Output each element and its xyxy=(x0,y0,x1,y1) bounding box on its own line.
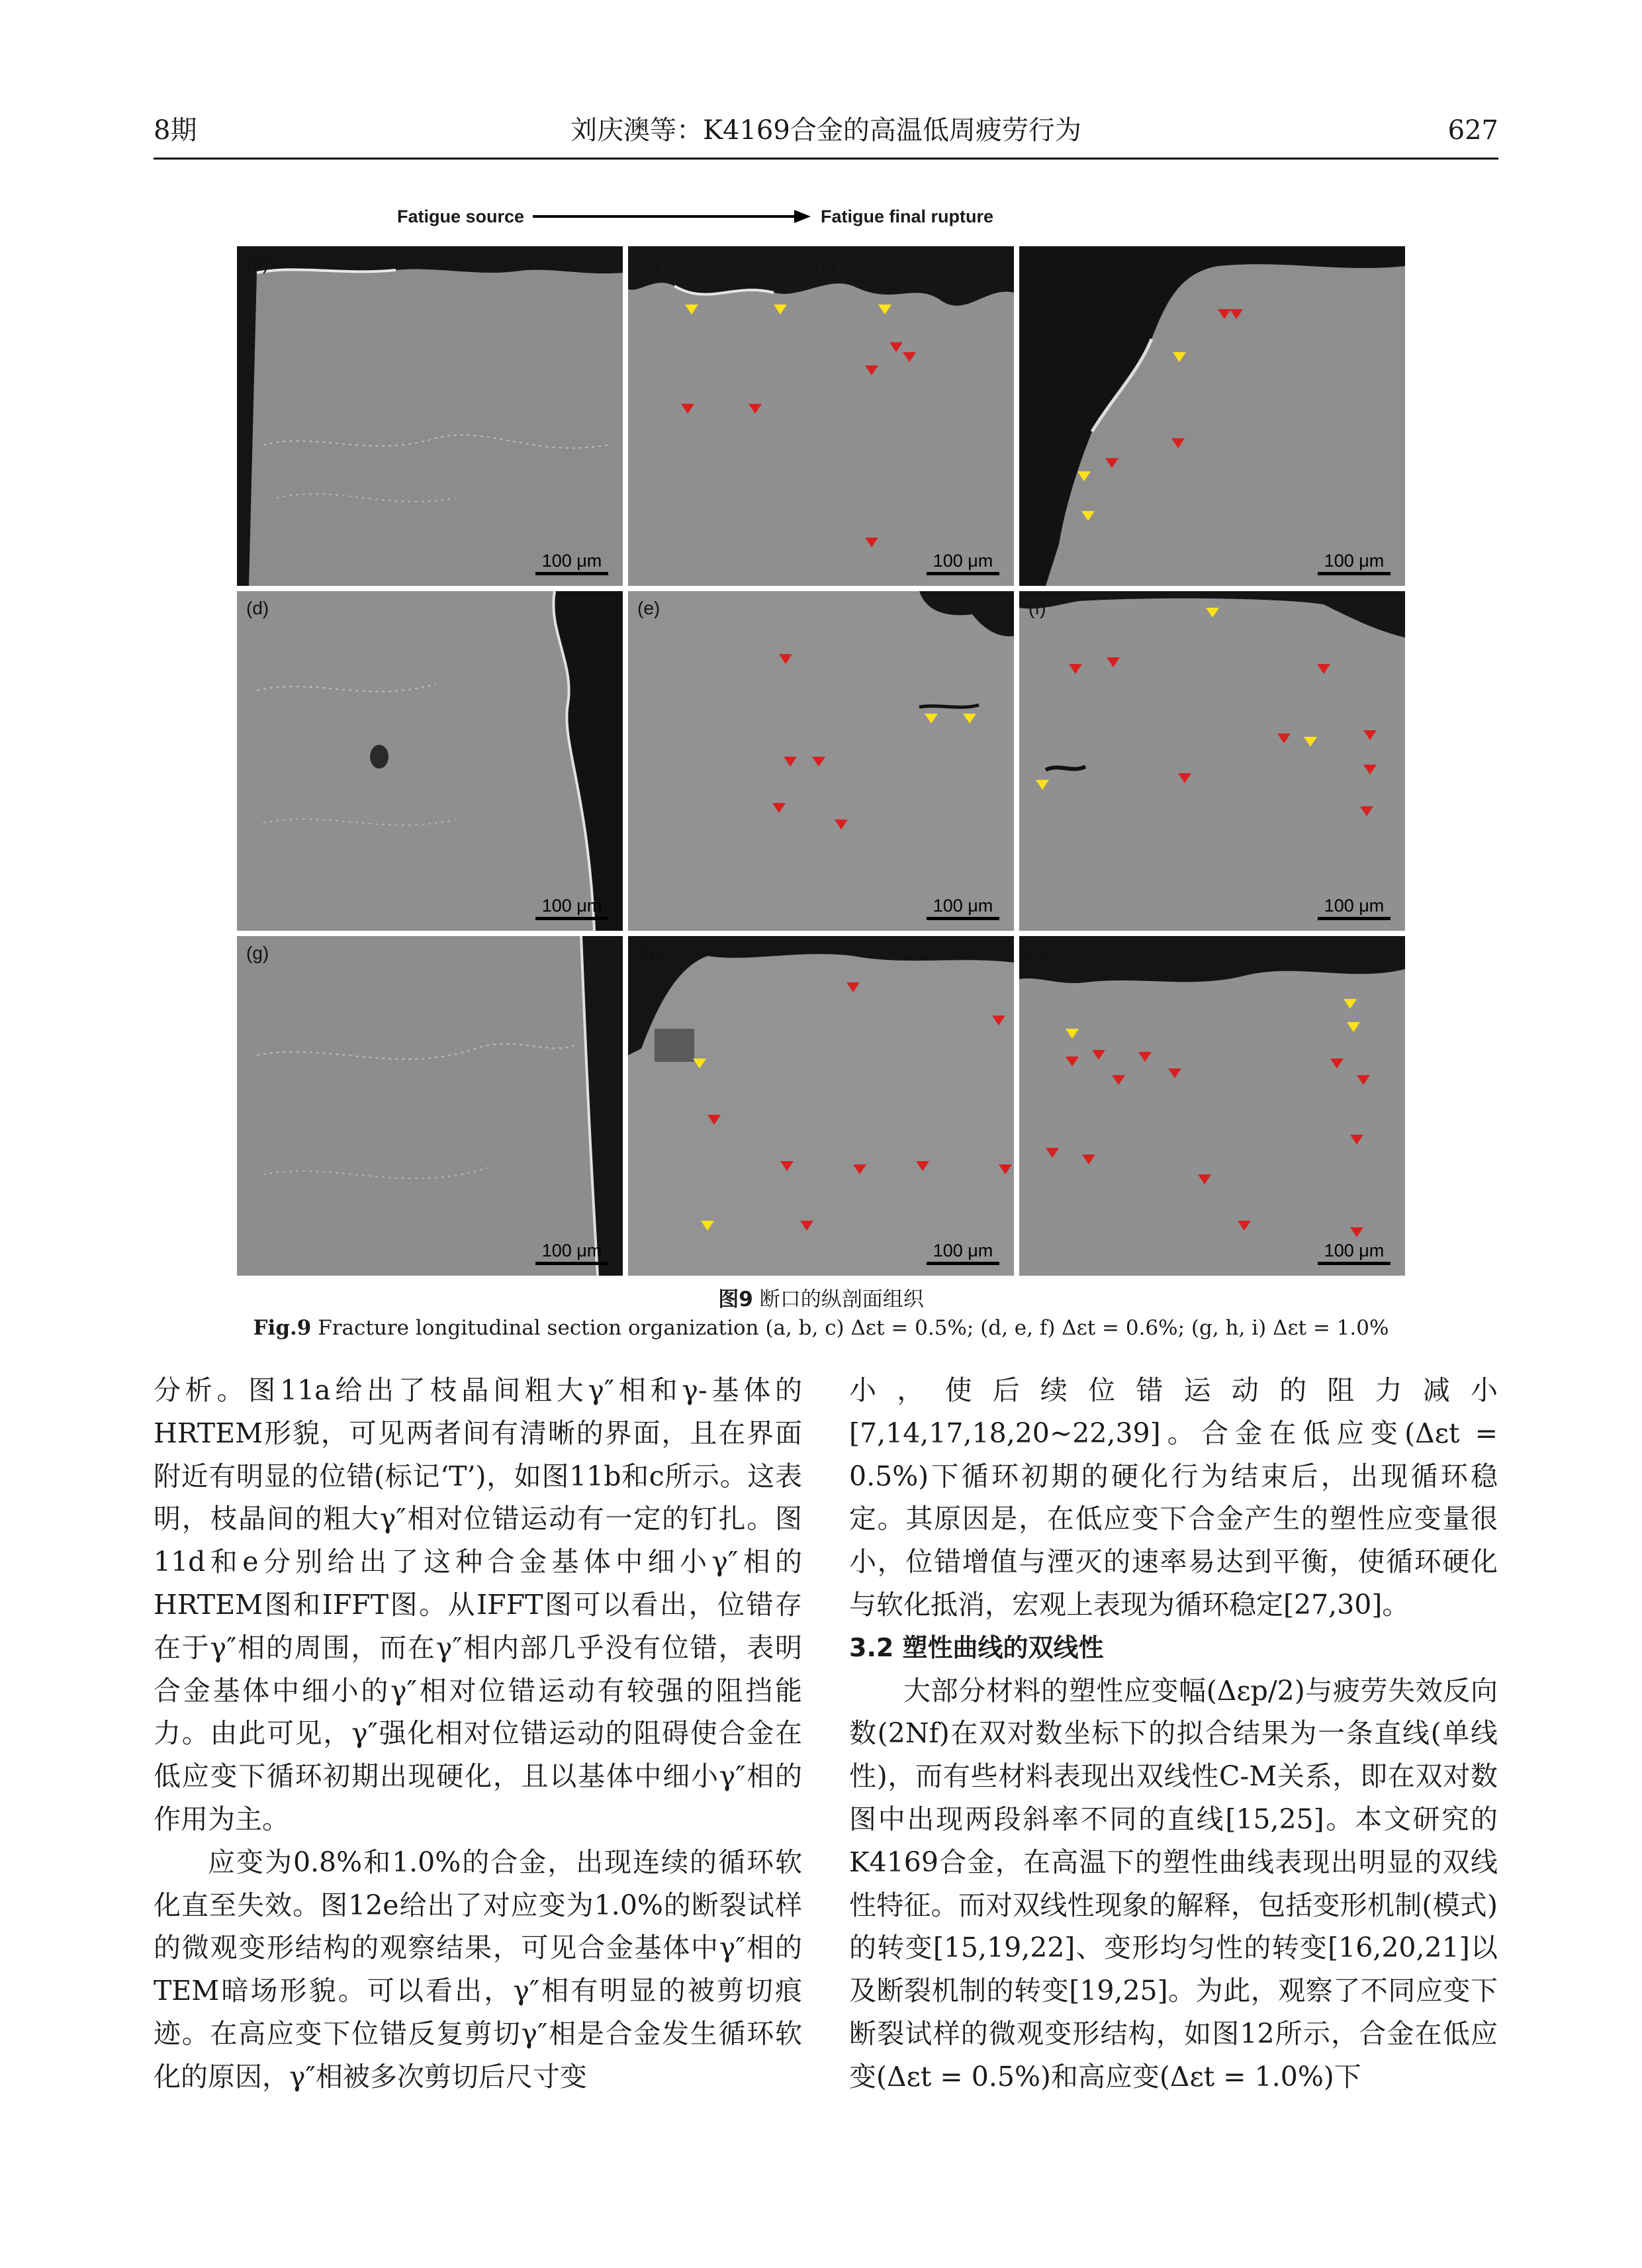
scale-bar xyxy=(927,1241,999,1265)
left-text-column xyxy=(154,1369,802,2099)
scale-bar-label: 100 μm xyxy=(1324,896,1385,916)
paragraph: 应变为0.8%和1.0%的合金，出现连续的循环软化直至失效。图12e给出了对应变为1.0%的断裂试样的微观变形结构的观察结果，可见合金基体中γ″相的TEM暗场形貌。可以看出，γ″相有明显的被剪切痕迹。在高应变下位错反复剪切γ″相是合金发生循环软化的原因，γ″相被多次剪切后尺寸变 xyxy=(154,1846,802,2093)
scale-bar xyxy=(535,896,608,920)
panel-label: (a) xyxy=(246,253,269,273)
figure-caption-en xyxy=(0,1316,1642,1340)
micrograph-panel-h xyxy=(628,936,1014,1276)
scale-bar xyxy=(927,896,999,920)
caption-cn-label: 图9 xyxy=(718,1288,753,1311)
scale-bar-label: 100 μm xyxy=(933,896,993,916)
micrograph-g-image xyxy=(237,936,623,1276)
micrograph-panel-g xyxy=(237,936,623,1276)
paragraph: 大部分材料的塑性应变幅(Δεp/2)与疲劳失效反向数(2Nf)在双对数坐标下的拟合结果为一条直线(单线性)，而有些材料表现出双线性C-M关系，即在双对数图中出现两段斜率不同的直线[15,25]。本文研究的K4169合金，在高温下的塑性曲线表现出明显的双线性特征。而对双线性现象的解释，包括变形机制(模式)的转变[15,19,22]、变形均匀性的转变[16,20,21]以及断裂机制的转变[19,25]。为此，观察了不同应变下断裂试样的微观变形结构，如图12所示，合金在低应变(Δεt = 0.5%)和高应变(Δεt = 1.0%)下 xyxy=(849,1674,1498,2093)
panel-label: (f) xyxy=(1028,598,1046,618)
micrograph-panel-d xyxy=(237,591,623,931)
paragraph: 分析。图11a给出了枝晶间粗大γ″相和γ-基体的HRTEM形貌，可见两者间有清晰的界面，且在界面附近有明显的位错(标记‘T’)，如图11b和c所示。这表明，枝晶间的粗大γ″相对位错运动有一定的钉扎。图11d和e分别给出了这种合金基体中细小γ″相的HRTEM图和IFFT图。从IFFT图可以看出，位错存在于γ″相的周围，而在γ″相内部几乎没有位错，表明合金基体中细小的γ″相对位错运动有较强的阻挡能力。由此可见，γ″强化相对位错运动的阻碍使合金在低应变下循环初期出现硬化，且以基体中细小γ″相的作用为主。 xyxy=(154,1374,802,1835)
micrograph-e-image xyxy=(628,591,1014,931)
issue-number: 8期 xyxy=(154,115,197,146)
panel-label: (c) xyxy=(1028,253,1050,273)
panel-label-secondary: (c) xyxy=(815,253,837,273)
flow-end-label: Fatigue final rupture xyxy=(821,207,994,226)
scale-bar xyxy=(535,551,608,575)
running-header xyxy=(154,114,1498,154)
micrograph-panel-e xyxy=(628,591,1014,931)
flow-start-label: Fatigue source xyxy=(397,207,525,226)
scale-bar-label: 100 μm xyxy=(541,896,602,916)
fatigue-flow-annotation xyxy=(397,204,1257,230)
scale-bar-label: 100 μm xyxy=(933,1241,993,1260)
scale-bar-label: 100 μm xyxy=(541,1241,602,1260)
caption-en-text: Fracture longitudinal section organization (a, b, c) Δεt = 0.5%; (d, e, f) Δεt = 0.6%; (g, h, i) Δεt = 1.0% xyxy=(318,1316,1389,1340)
page-number: 627 xyxy=(1447,115,1498,146)
micrograph-h-image xyxy=(628,936,1014,1276)
caption-cn-text: 断口的纵剖面组织 xyxy=(759,1288,924,1311)
micrograph-a-image xyxy=(237,246,623,586)
panel-label: (b) xyxy=(637,253,661,273)
micrograph-d-image xyxy=(237,591,623,931)
paragraph: 小，使后续位错运动的阻力减小[7,14,17,18,20~22,39]。合金在低应变(Δεt = 0.5%)下循环初期的硬化行为结束后，出现循环稳定。其原因是，在低应变下合金产生的塑性应变量很小，位错增值与湮灭的速率易达到平衡，使循环硬化与软化抵消，宏观上表现为循环稳定[27,30]。 xyxy=(849,1374,1498,1621)
micrograph-grid xyxy=(237,246,1405,1266)
scale-bar-label: 100 μm xyxy=(933,551,993,571)
scale-bar xyxy=(927,551,999,575)
panel-label: (e) xyxy=(637,598,661,618)
scale-bar xyxy=(1318,896,1391,920)
panel-label: (g) xyxy=(246,943,269,963)
figure-caption-cn xyxy=(0,1282,1642,1312)
scale-bar-label: 100 μm xyxy=(1324,551,1385,571)
flow-arrow-icon xyxy=(533,207,811,226)
right-text-column xyxy=(849,1369,1498,2099)
scale-bar xyxy=(535,1241,608,1265)
micrograph-panel-f xyxy=(1019,591,1405,931)
scale-bar-label: 100 μm xyxy=(1324,1241,1385,1260)
scale-bar-label: 100 μm xyxy=(541,551,602,571)
micrograph-i-image xyxy=(1019,936,1405,1276)
micrograph-panel-i xyxy=(1019,936,1405,1276)
micrograph-f-image xyxy=(1019,591,1405,931)
header-rule xyxy=(154,158,1498,160)
micrograph-c-image xyxy=(1019,246,1405,586)
micrograph-panel-c xyxy=(1019,246,1405,586)
running-title: 刘庆澳等：K4169合金的高温低周疲劳行为 xyxy=(570,115,1081,146)
micrograph-b-image xyxy=(628,246,1014,586)
section-heading: 3.2 塑性曲线的双线性 xyxy=(849,1632,1104,1662)
panel-label: (d) xyxy=(246,598,269,618)
scale-bar xyxy=(1318,551,1391,575)
micrograph-panel-b xyxy=(628,246,1014,586)
caption-en-label: Fig.9 xyxy=(253,1316,312,1340)
micrograph-panel-a xyxy=(237,246,623,586)
panel-label: (i) xyxy=(1028,943,1045,963)
panel-label: (h) xyxy=(637,943,661,963)
scale-bar xyxy=(1318,1241,1391,1265)
